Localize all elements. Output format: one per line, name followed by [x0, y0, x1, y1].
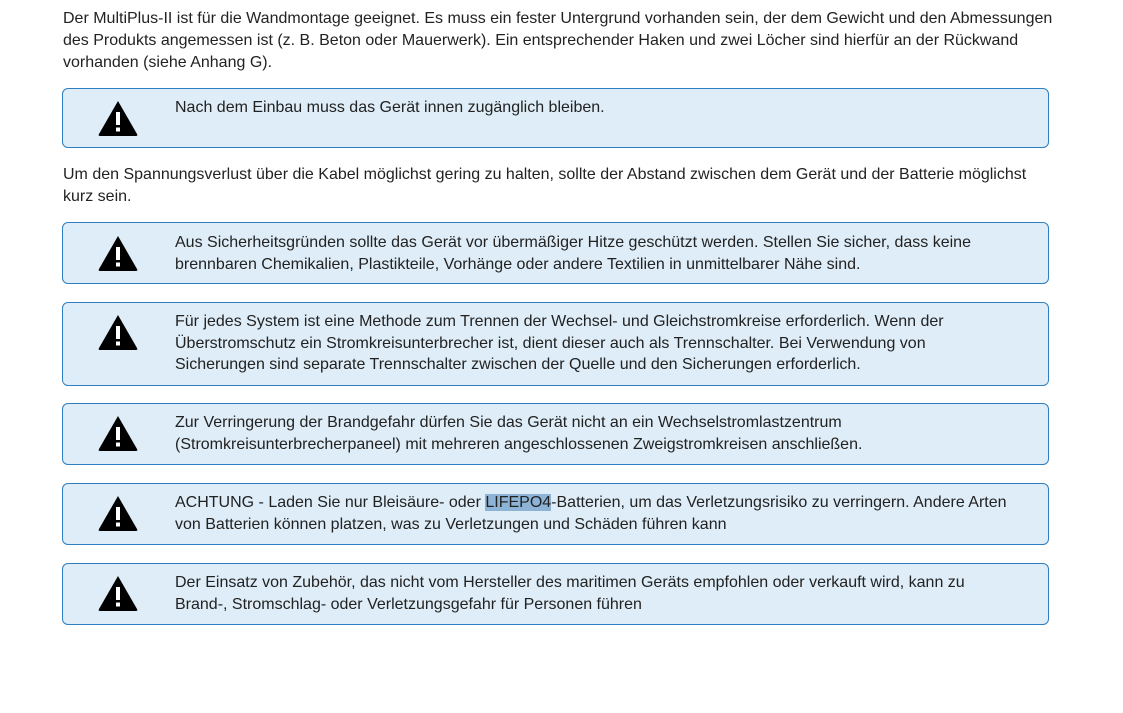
warning-box: [62, 222, 1049, 284]
warning-triangle-icon: [97, 99, 139, 137]
warning-triangle-icon: [97, 494, 139, 532]
warning-text: Der Einsatz von Zubehör, das nicht vom Hersteller des maritimen Geräts empfohlen oder verkauft wird, kann zu Brand-, Stromschlag- oder Verletzungsgefahr für Personen führen: [175, 574, 965, 613]
warning-text: Zur Verringerung der Brandgefahr dürfen Sie das Gerät nicht an ein Wechselstromlastzentrum (Stromkreisunterbrecherpaneel) mit mehreren angeschlossenen Zweigstromkreisen anschließen.: [175, 414, 863, 453]
intro-paragraph: Der MultiPlus-II ist für die Wandmontage geeignet. Es muss ein fester Untergrund vorhanden sein, der dem Gewicht und den Abmessungen des Produkts angemessen ist (z. B. Beton oder Mauerwerk). Ein entsprechender Haken und zwei Löcher sind hierfür an der Rückwand vorhanden (siehe Anhang G).: [63, 10, 1053, 71]
warning-text: Für jedes System ist eine Methode zum Trennen der Wechsel- und Gleichstromkreise erforderlich. Wenn der Überstromschutz ein Stromkreisunterbrecher ist, dient dieser auch als Trennschalter. Bei Verwendung von Sicherungen sind separate Trennschalter zwischen der Quelle und den Sicherungen erforderlich.: [175, 313, 944, 373]
warning-box: [62, 302, 1049, 386]
warning-box: [62, 483, 1049, 545]
warning-triangle-icon: [97, 574, 139, 612]
warning-box: [62, 563, 1049, 625]
warning-box: [62, 403, 1049, 465]
warning-triangle-icon: [97, 414, 139, 452]
warning-triangle-icon: [97, 313, 139, 351]
warning-text: Aus Sicherheitsgründen sollte das Gerät vor übermäßiger Hitze geschützt werden. Stellen Sie sicher, dass keine brennbaren Chemikalien, Plastikteile, Vorhänge oder andere Textilien in unmittelbarer Nähe sind.: [175, 234, 971, 273]
warning-text: Nach dem Einbau muss das Gerät innen zugänglich bleiben.: [175, 99, 605, 116]
warning-box: [62, 88, 1049, 148]
warning-text: ACHTUNG - Laden Sie nur Bleisäure- oder LIFEPO4-Batterien, um das Verletzungsrisiko zu verringern. Andere Arten von Batterien können platzen, was zu Verletzungen und Schäden führen kann: [175, 494, 1007, 533]
selected-text-highlight[interactable]: LIFEPO4: [485, 494, 552, 511]
cable-paragraph: Um den Spannungsverlust über die Kabel möglichst gering zu halten, sollte der Abstand zwischen dem Gerät und der Batterie möglichst kurz sein.: [63, 166, 1027, 205]
warning-triangle-icon: [97, 234, 139, 272]
